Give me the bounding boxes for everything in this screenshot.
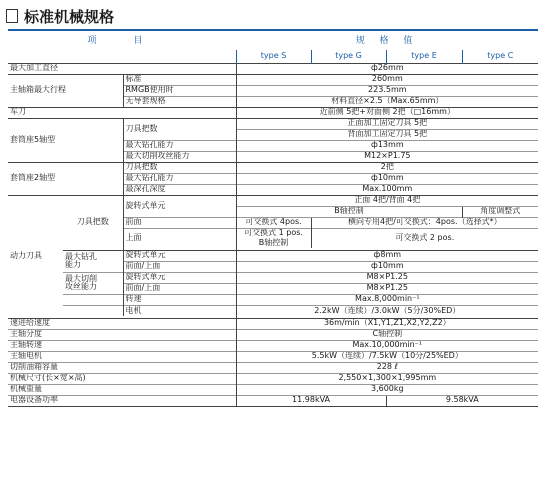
row-value: Max.10,000min⁻¹ <box>236 340 538 351</box>
sub-label: 最深孔深度 <box>123 184 236 195</box>
row-value: 正面加工固定刀具 5把 <box>236 118 538 129</box>
header-row <box>8 34 538 50</box>
table-row <box>8 384 538 395</box>
table-row <box>8 318 538 329</box>
row-label: 套筒座2轴型 <box>8 162 123 195</box>
sub-label: 标准 <box>123 74 236 85</box>
row-value: Max.8,000min⁻¹ <box>236 294 538 305</box>
table-row <box>8 395 538 406</box>
row-value: 可交换式 2 pos. <box>311 228 538 248</box>
row-label: 主轴箱最大行程 <box>8 74 123 107</box>
row-value: 近前侧 5把+对面侧 2把（□16mm） <box>236 107 538 118</box>
table-row <box>8 373 538 384</box>
row-label: 动力刀具 <box>8 195 63 318</box>
row-label: 切削油箱容量 <box>8 362 236 373</box>
type-g-label: type G <box>311 50 386 63</box>
row-value: 可交换式 4pos. <box>236 217 311 228</box>
header-spec: 规 格 值 <box>355 36 419 47</box>
table-row <box>8 162 538 173</box>
sub-label: 旋转式单元 <box>123 250 236 261</box>
sub-label: 电机 <box>123 305 236 316</box>
sub-label: 前面/上面 <box>123 283 236 294</box>
row-value: 2,550×1,300×1,995mm <box>236 373 538 384</box>
square-bullet-icon <box>6 9 18 23</box>
row-value: 9.58kVA <box>386 395 538 406</box>
type-c-label: type C <box>462 50 538 63</box>
table-row <box>8 294 538 305</box>
sub-label: 转速 <box>123 294 236 305</box>
row-value: 横向专用4把/可交换式：4pos.（选择式*） <box>311 217 538 228</box>
sub-label: 前面/上面 <box>123 261 236 272</box>
table-row <box>8 63 538 74</box>
row-value: B轴控制 <box>236 206 462 217</box>
table-row <box>8 118 538 129</box>
sub-group-label: 最大切削 攻丝能力 <box>63 272 123 294</box>
row-value: C轴控制 <box>236 329 538 340</box>
type-s-label: type S <box>236 50 311 63</box>
row-value: 228 ℓ <box>236 362 538 373</box>
sub-group-label: 刀具把数 <box>63 195 123 250</box>
sub-label: 最大切削攻丝能力 <box>123 151 236 162</box>
table-row <box>8 305 538 316</box>
row-value: 2.2kW（连续）/3.0kW（5分/30%ED） <box>236 305 538 316</box>
row-label: 主轴分度 <box>8 329 236 340</box>
row-label: 车刀 <box>8 107 236 118</box>
row-value: 可交换式 1 pos. <box>236 228 311 238</box>
sub-label: 旋转式单元 <box>123 195 236 217</box>
row-value: Max.100mm <box>236 184 538 195</box>
row-label: 主轴电机 <box>8 351 236 362</box>
sub-label: 上面 <box>123 228 236 248</box>
row-value: M8×P1.25 <box>236 283 538 294</box>
row-value: 260mm <box>236 74 538 85</box>
sub-label: 无导套规格 <box>123 96 236 107</box>
row-value: 正面 4把/背面 4把 <box>236 195 538 206</box>
table-row <box>8 107 538 118</box>
row-value: 2把 <box>236 162 538 173</box>
table-row <box>8 362 538 373</box>
row-value: 3,600kg <box>236 384 538 395</box>
header-item: 项 目 <box>87 36 157 47</box>
sub-label: 刀具把数 <box>123 118 236 140</box>
sub-label: 旋转式单元 <box>123 272 236 283</box>
row-value: 223.5mm <box>236 85 538 96</box>
row-label: 主轴转速 <box>8 340 236 351</box>
row-value: 5.5kW（连续）/7.5kW（10分/25%ED） <box>236 351 538 362</box>
title-rule <box>8 29 538 31</box>
row-label: 机械尺寸(长×宽×高) <box>8 373 236 384</box>
row-value: 背面加工固定刀具 5把 <box>236 129 538 140</box>
table-row <box>8 272 538 283</box>
row-value: M8×P1.25 <box>236 272 538 283</box>
row-value: ф26mm <box>236 63 538 74</box>
table-row <box>8 351 538 362</box>
sub-label: 最大钻孔能力 <box>123 173 236 184</box>
row-label: 电器设备功率 <box>8 395 236 406</box>
table-row <box>8 195 538 206</box>
sub-label: 刀具把数 <box>123 162 236 173</box>
sub-group-label: 最大钻孔 能力 <box>63 250 123 272</box>
table-row <box>8 250 538 261</box>
row-label: 速进给速度 <box>8 318 236 329</box>
row-value: 36m/min（X1,Y1,Z1,X2,Y2,Z2） <box>236 318 538 329</box>
table-row <box>8 74 538 85</box>
spec-table <box>8 34 538 407</box>
row-value: 角度调整式 <box>462 206 538 217</box>
sub-label: RMGB使用时 <box>123 85 236 96</box>
type-row <box>8 50 538 63</box>
row-value: 材料直径×2.5（Max.65mm） <box>236 96 538 107</box>
row-label: 机械重量 <box>8 384 236 395</box>
row-value: ф10mm <box>236 173 538 184</box>
row-value: ф13mm <box>236 140 538 151</box>
row-value: 11.98kVA <box>236 395 386 406</box>
type-e-label: type E <box>386 50 462 63</box>
table-row <box>8 340 538 351</box>
sub-label: 最大钻孔能力 <box>123 140 236 151</box>
title-text: 标准机械规格 <box>24 8 115 26</box>
row-value: B轴控制 <box>236 238 311 248</box>
row-value: M12×P1.75 <box>236 151 538 162</box>
row-value: ф8mm <box>236 250 538 261</box>
row-value: ф10mm <box>236 261 538 272</box>
sub-label: 前面 <box>123 217 236 228</box>
table-row <box>8 329 538 340</box>
page-title <box>6 6 114 27</box>
row-label: 最大加工直径 <box>8 63 236 74</box>
row-label: 套筒座5轴型 <box>8 118 123 162</box>
